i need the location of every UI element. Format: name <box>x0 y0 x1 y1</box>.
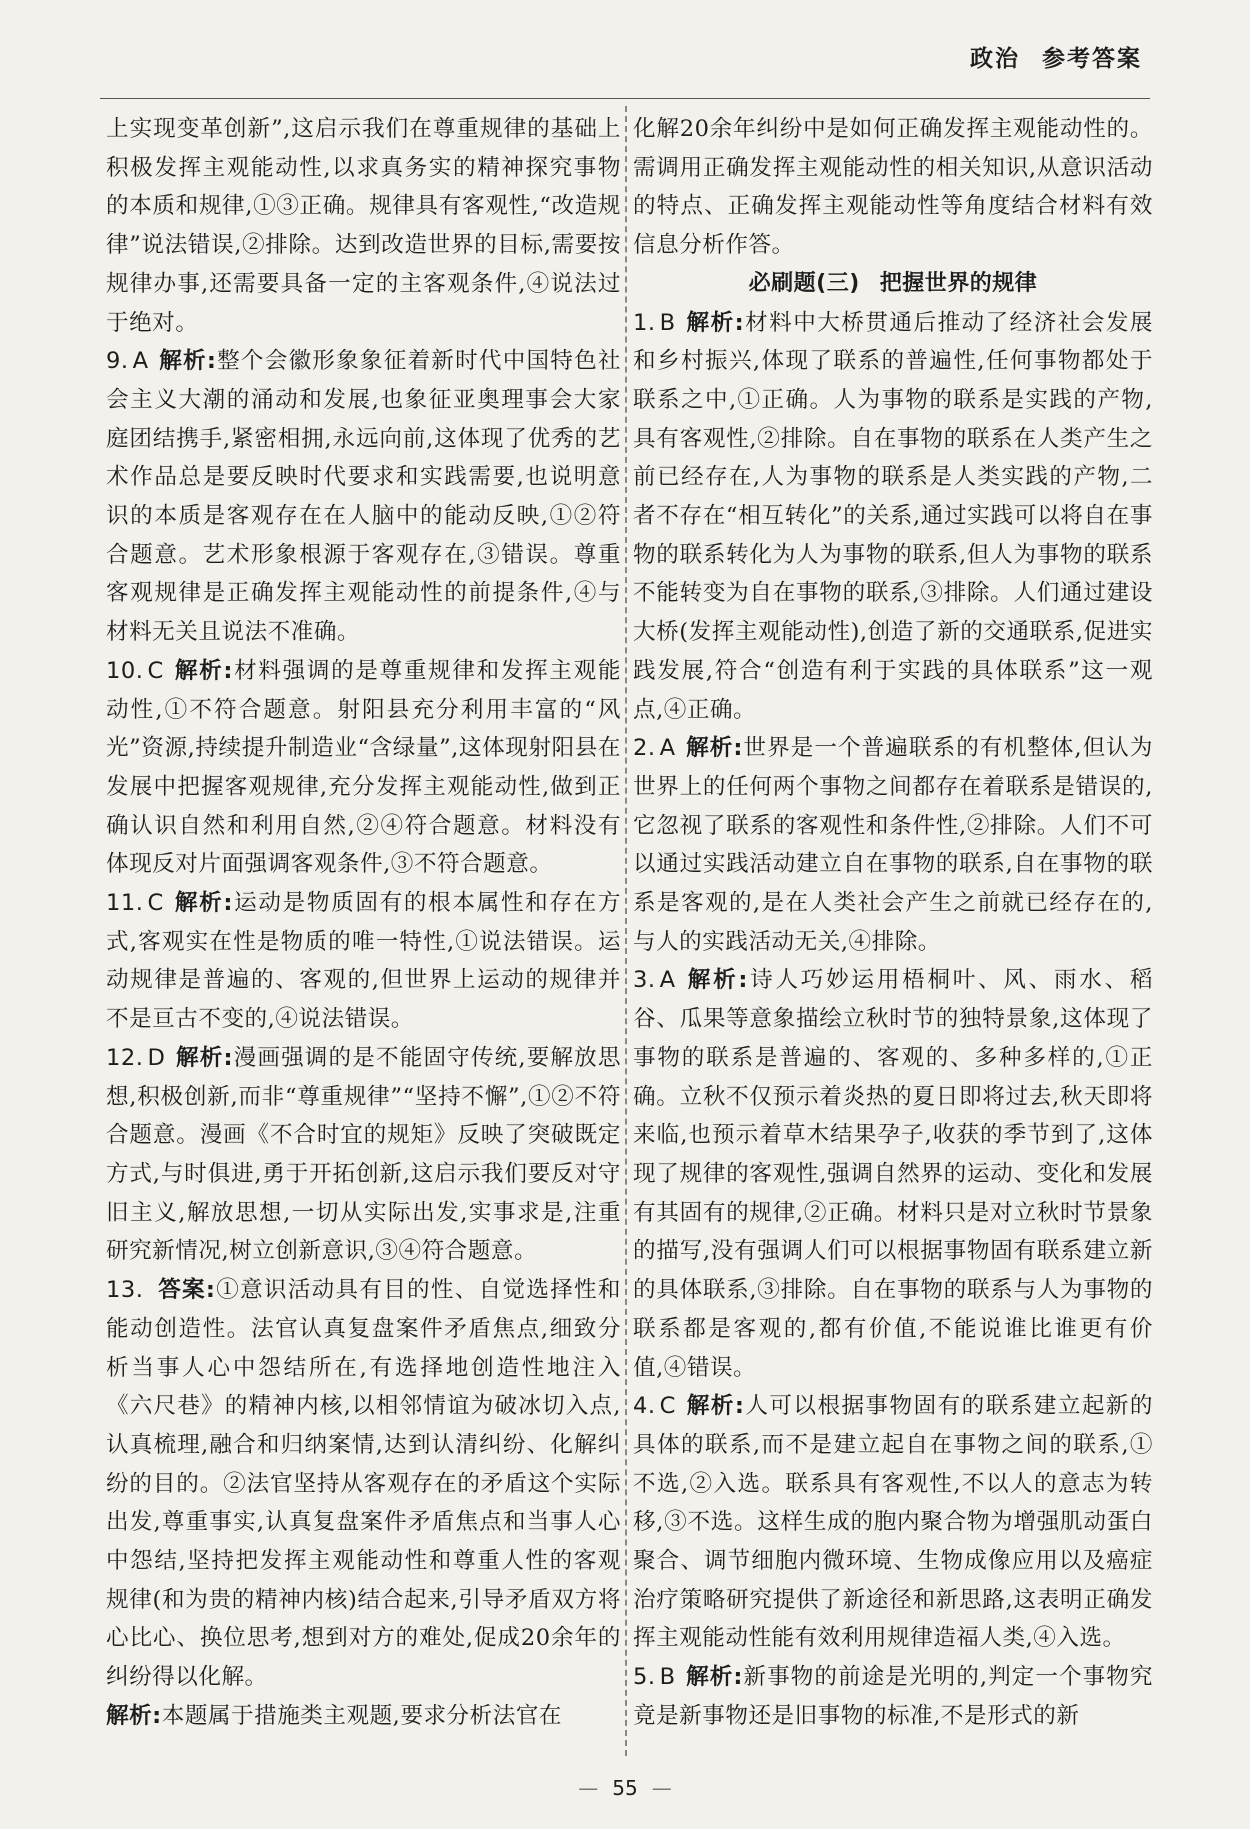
continued-paragraph-right: 化解20余年纠纷中是如何正确发挥主观能动性的。需调用正确发挥主观能动性的相关知识,从意识活动的特点、正确发挥主观能动性等角度结合材料有效信息分析作答。 <box>633 116 1153 259</box>
page-footer: — 55 — <box>578 1776 672 1800</box>
page-number: 55 <box>612 1776 638 1800</box>
header-rule <box>100 98 1150 99</box>
header-title: 参考答案 <box>1042 46 1142 72</box>
answer-item-r5: 5. B 解析:新事物的前途是光明的,判定一个事物究竟是新事物还是旧事物的标准,不是形式的新 <box>633 1664 1153 1729</box>
right-column <box>633 110 1153 1736</box>
analysis-item-13: 解析:本题属于措施类主观题,要求分析法官在 <box>106 1702 563 1729</box>
answer-item-13: 13. 答案:①意识活动具有目的性、自觉选择性和能动创造性。法官认真复盘案件矛盾焦点,细致分析当事人心中怨结所在,有选择地创造性地注入《六尺巷》的精神内核,以相邻情谊为破冰切入点,认真梳理,融合和归纳案情,达到认清纠纷、化解纠纷的目的。②法官坚持从客观存在的矛盾这个实际出发,尊重事实,认真复盘案件矛盾焦点和当事人心中怨结,坚持把发挥主观能动性和尊重人性的客观规律(和为贵的精神内核)结合起来,引导矛盾双方将心比心、换位思考,想到对方的难处,促成20余年的纠纷得以化解。 <box>106 1277 621 1691</box>
page-header <box>970 40 1142 73</box>
answer-item-12: 12. D 解析:漫画强调的是不能固守传统,要解放思想,积极创新,而非“尊重规律”“坚持不懈”,①②不符合题意。漫画《不合时宜的规矩》反映了突破既定方式,与时俱进,勇于开拓创新,这启示我们要反对守旧主义,解放思想,一切从实际出发,实事求是,注重研究新情况,树立创新意识,③④符合题意。 <box>106 1044 621 1265</box>
answer-item-r4: 4. C 解析:人可以根据事物固有的联系建立起新的具体的联系,而不是建立起自在事物之间的联系,①不选,②入选。联系具有客观性,不以人的意志为转移,③不选。这样生成的胞内聚合物为增强肌动蛋白聚合、调节细胞内微环境、生物成像应用以及癌症治疗策略研究提供了新途径和新思路,这表明正确发挥主观能动性能有效利用规律造福人类,④入选。 <box>633 1393 1154 1652</box>
answer-item-9: 9. A 解析:整个会徽形象象征着新时代中国特色社会主义大潮的涌动和发展,也象征亚奥理事会大家庭团结携手,紧密相拥,永远向前,这体现了优秀的艺术作品总是要反映时代要求和实践需要,也说明意识的本质是客观存在在人脑中的能动反映,①②符合题意。艺术形象根源于客观存在,③错误。尊重客观规律是正确发挥主观能动性的前提条件,④与材料无关且说法不准确。 <box>106 348 622 646</box>
answer-item-10: 10. C 解析:材料强调的是尊重规律和发挥主观能动性,①不符合题意。射阳县充分利用丰富的“风光”资源,持续提升制造业“含绿量”,这体现射阳县在发展中把握客观规律,充分发挥主观能动性,做到正确认识自然和利用自然,②④符合题意。材料没有体现反对片面强调客观条件,③不符合题意。 <box>106 657 622 878</box>
answer-item-r1: 1. B 解析:材料中大桥贯通后推动了经济社会发展和乡村振兴,体现了联系的普遍性,任何事物都处于联系之中,①正确。人为事物的联系是实践的产物,具有客观性,②排除。自在事物的联系在人类产生之前已经存在,人为事物的联系是人类实践的产物,二者不存在“相互转化”的关系,通过实践可以将自在事物的联系转化为人为事物的联系,但人为事物的联系不能转变为自在事物的联系,③排除。人们通过建设大桥(发挥主观能动性),创造了新的交通联系,促进实践发展,符合“创造有利于实践的具体联系”这一观点,④正确。 <box>633 309 1153 723</box>
answer-item-r2: 2. A 解析:世界是一个普遍联系的有机整体,但认为世界上的任何两个事物之间都存在着联系是错误的,它忽视了联系的客观性和条件性,②排除。人们不可以通过实践活动建立自在事物的联系,自在事物的联系是客观的,是在人类社会产生之前就已经存在的,与人的实践活动无关,④排除。 <box>633 735 1153 955</box>
left-column <box>106 110 621 1736</box>
answer-item-r3: 3. A 解析:诗人巧妙运用梧桐叶、风、雨水、稻谷、瓜果等意象描绘立秋时节的独特景象,这体现了事物的联系是普遍的、客观的、多种多样的,①正确。立秋不仅预示着炎热的夏日即将过去,秋天即将来临,也预示着草木结果孕子,收获的季节到了,这体现了规律的客观性,强调自然界的运动、变化和发展有其固有的规律,②正确。材料只是对立秋时节景象的描写,没有强调人们可以根据事物固有联系建立新的具体联系,③排除。自在事物的联系与人为事物的联系都是客观的,都有价值,不能说谁比谁更有价值,④错误。 <box>633 967 1154 1381</box>
column-divider <box>625 106 627 1756</box>
header-subject: 政治 <box>970 46 1020 72</box>
answer-item-11: 11. C 解析:运动是物质固有的根本属性和存在方式,客观实在性是物质的唯一特性,①说法错误。运动规律是普遍的、客观的,但世界上运动的规律并不是亘古不变的,④说法错误。 <box>106 890 622 1033</box>
continued-paragraph: 上实现变革创新”,这启示我们在尊重规律的基础上积极发挥主观能动性,以求真务实的精神探究事物的本质和规律,①③正确。规律具有客观性,“改造规律”说法错误,②排除。达到改造世界的目标,需要按规律办事,还需要具备一定的主客观条件,④说法过于绝对。 <box>106 116 621 336</box>
section-title: 必刷题(三) 把握世界的规律 <box>748 270 1038 296</box>
